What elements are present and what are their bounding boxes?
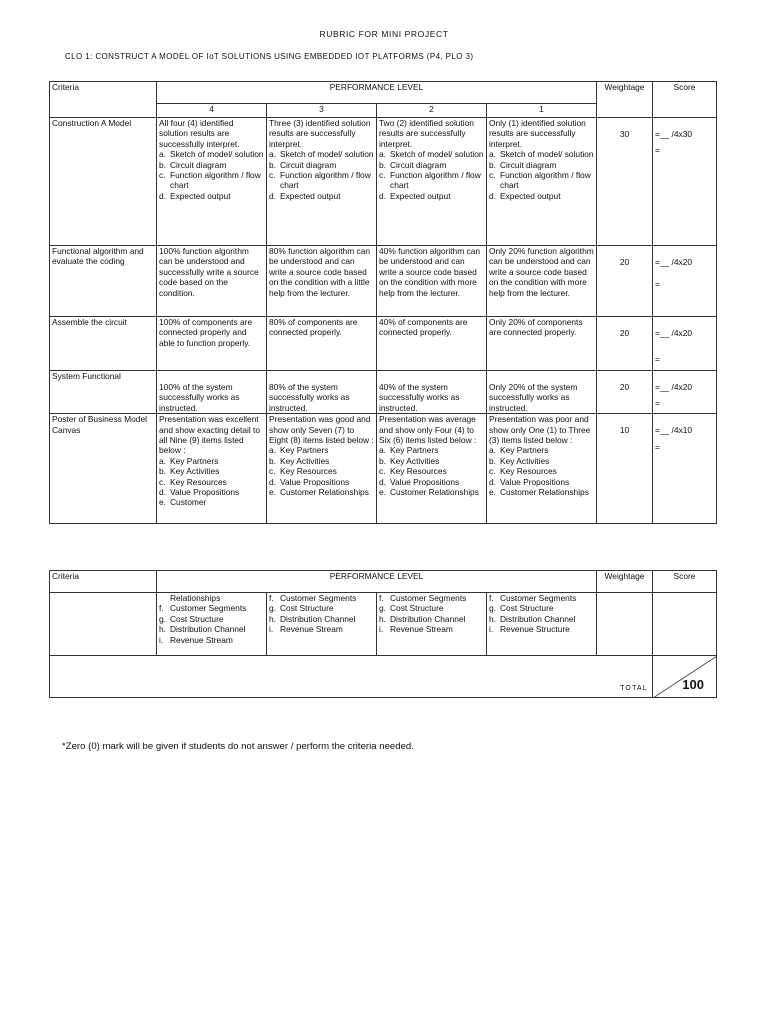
- list-text: Key Resources: [500, 466, 557, 477]
- list-text: Key Partners: [280, 445, 329, 456]
- weightage-value: 30: [597, 118, 653, 246]
- list-marker: h.: [159, 624, 166, 635]
- score-equals: =: [655, 441, 660, 452]
- list-text: Customer Segments: [390, 593, 467, 603]
- list-text: Expected output: [280, 190, 341, 201]
- list-text: Cost Structure: [280, 603, 334, 614]
- list-marker: c.: [159, 476, 166, 487]
- list-item: [159, 466, 264, 476]
- list-text: Function algorithm / flow chart: [280, 170, 371, 191]
- list-text: Cost Structure: [500, 603, 554, 614]
- list-text: Key Activities: [280, 455, 330, 466]
- list-marker: g.: [379, 603, 386, 614]
- list-text: Value Propositions: [390, 476, 460, 487]
- score-equals: =: [655, 145, 660, 156]
- list-item: [379, 466, 484, 476]
- list-marker: a.: [489, 149, 496, 160]
- list-item: [489, 603, 594, 613]
- list-text: Revenue Stream: [280, 624, 343, 635]
- list-item: [269, 445, 374, 455]
- list-item: [489, 614, 594, 624]
- list-item: [159, 160, 264, 170]
- list-marker: h.: [269, 613, 276, 624]
- score-cell: [653, 246, 717, 317]
- list-item: [159, 456, 264, 466]
- level-description: 80% of components are connected properly.: [269, 317, 358, 338]
- level-cell: [377, 118, 487, 246]
- list-text: Key Activities: [390, 455, 440, 466]
- list-text: Sketch of model/ solution: [500, 149, 594, 160]
- list-item: [159, 191, 264, 201]
- list-text: Customer Segments: [280, 593, 357, 603]
- list-item: [379, 456, 484, 466]
- level-cell: [487, 246, 597, 317]
- table-row: [50, 414, 717, 524]
- list-marker: b.: [379, 455, 386, 466]
- list-item: [489, 487, 594, 497]
- list-marker: c.: [159, 170, 166, 181]
- list-text: Function algorithm / flow chart: [170, 170, 261, 191]
- list-item: [159, 170, 264, 191]
- list-item: [379, 614, 484, 624]
- list-marker: i.: [489, 624, 494, 635]
- list-text: Circuit diagram: [170, 159, 227, 170]
- total-label: TOTAL: [620, 684, 648, 692]
- list-marker: b.: [159, 159, 166, 170]
- level-header: 3: [267, 104, 377, 118]
- score-cell: [653, 118, 717, 246]
- level-cell: [157, 414, 267, 524]
- list-text: Revenue Stream: [170, 634, 233, 645]
- list-marker: b.: [489, 455, 496, 466]
- list-text: Key Resources: [390, 466, 447, 477]
- list-text: Sketch of model/ solution: [280, 149, 374, 160]
- clo-statement: CLO 1: CONSTRUCT A MODEL OF IoT SOLUTIONS USING EMBEDDED IOT PLATFORMS (P4, PLO 3): [65, 52, 474, 61]
- list-marker: [159, 593, 170, 603]
- score-header: Score: [653, 571, 717, 593]
- list-text: Expected output: [170, 190, 231, 201]
- list-marker: c.: [269, 466, 276, 477]
- list-marker: h.: [379, 613, 386, 624]
- list-marker: e.: [269, 487, 276, 498]
- level-cell: [157, 118, 267, 246]
- list-item: [379, 149, 484, 159]
- level-description: Only 20% of the system successfully works as instructed.: [489, 382, 578, 413]
- list-item: [159, 497, 264, 507]
- criteria-cell: System Functional: [50, 371, 157, 414]
- list-text: Customer Segments: [500, 593, 577, 603]
- criteria-header: Criteria: [50, 571, 157, 593]
- list-text: Circuit diagram: [390, 159, 447, 170]
- rubric-table-continued: [49, 570, 717, 698]
- list-marker: d.: [379, 476, 386, 487]
- score-cell: [653, 414, 717, 524]
- list-item: [379, 170, 484, 191]
- continuation-cell: [157, 593, 267, 656]
- list-text: Value Propositions: [500, 476, 570, 487]
- total-value: 100: [682, 677, 704, 692]
- list-item: [159, 487, 264, 497]
- list-marker: f.: [379, 593, 384, 603]
- list-marker: e.: [489, 487, 496, 498]
- level-description: 100% function algorithm can be understood and successfully write a source code based on the condition.: [159, 246, 259, 298]
- level-cell: [487, 371, 597, 414]
- list-item: [269, 487, 374, 497]
- level-description: Three (3) identified solution results are successfully interpret.: [269, 118, 371, 149]
- level-description: Presentation was average and show only Four (4) to Six (6) items listed below :: [379, 414, 477, 446]
- list-item: [159, 635, 264, 645]
- list-marker: a.: [489, 445, 496, 456]
- list-item: [269, 466, 374, 476]
- level-description: 40% function algorithm can be understood and can write a source code based on the condition with more help from the lecturer.: [379, 246, 481, 298]
- list-marker: c.: [489, 466, 496, 477]
- list-text: Circuit diagram: [280, 159, 337, 170]
- list-marker: d.: [159, 190, 166, 201]
- level-description: Presentation was good and show only Seven (7) to Eight (8) items listed below :: [269, 414, 374, 446]
- list-text: Distribution Channel: [390, 613, 466, 624]
- list-text: Customer Segments: [170, 603, 247, 614]
- continuation-cell: [377, 593, 487, 656]
- list-item: [489, 191, 594, 201]
- level-cell: [267, 371, 377, 414]
- list-text: Key Resources: [280, 466, 337, 477]
- table-row: [50, 246, 717, 317]
- list-text: Customer: [170, 497, 207, 508]
- list-marker: h.: [489, 613, 496, 624]
- level-cell: [267, 118, 377, 246]
- level-description: Only 20% of components are connected properly.: [489, 317, 583, 338]
- list-item: [269, 191, 374, 201]
- table-row: [50, 371, 717, 414]
- document-title: RUBRIC FOR MINI PROJECT: [319, 29, 449, 39]
- list-item: [489, 456, 594, 466]
- list-marker: a.: [159, 149, 166, 160]
- level-cell: [157, 317, 267, 371]
- list-item: [489, 593, 594, 603]
- list-marker: b.: [269, 159, 276, 170]
- score-cell: [653, 317, 717, 371]
- table-row: [50, 317, 717, 371]
- list-item: [159, 624, 264, 634]
- weightage-value: 20: [597, 317, 653, 371]
- list-marker: a.: [269, 445, 276, 456]
- list-item: [379, 191, 484, 201]
- list-text: Revenue Stream: [390, 624, 453, 635]
- level-description: 80% function algorithm can be understood and can write a source code based on the condition with a little help from the lecturer.: [269, 246, 371, 298]
- list-item: [269, 614, 374, 624]
- list-item: [159, 149, 264, 159]
- rubric-table: [49, 81, 717, 524]
- level-cell: [377, 317, 487, 371]
- list-marker: c.: [489, 170, 496, 181]
- list-text: Customer Relationships: [500, 487, 589, 498]
- list-item: [269, 149, 374, 159]
- list-text: Circuit diagram: [500, 159, 557, 170]
- list-item: [159, 614, 264, 624]
- list-item: [269, 456, 374, 466]
- score-cell: [653, 593, 717, 656]
- level-header: 1: [487, 104, 597, 118]
- list-item: [379, 593, 484, 603]
- list-text: Key Partners: [170, 455, 219, 466]
- list-item: [379, 445, 484, 455]
- list-marker: g.: [159, 613, 166, 624]
- weightage-cell: [597, 593, 653, 656]
- footnote: *Zero (0) mark will be given if students do not answer / perform the criteria needed.: [62, 741, 414, 752]
- level-description: 100% of components are connected properly and able to function properly.: [159, 317, 253, 348]
- level-cell: [267, 317, 377, 371]
- list-marker: g.: [489, 603, 496, 614]
- continuation-cell: [487, 593, 597, 656]
- level-cell: [157, 371, 267, 414]
- list-text: Key Resources: [170, 476, 227, 487]
- level-description: Presentation was poor and show only One (1) to Three (3) items listed below :: [489, 414, 591, 446]
- weightage-value: 20: [597, 246, 653, 317]
- list-text: Value Propositions: [170, 487, 240, 498]
- score-cell: [653, 371, 717, 414]
- list-marker: i.: [159, 634, 164, 645]
- level-cell: [377, 414, 487, 524]
- score-formula: =__ /4x30: [655, 129, 693, 139]
- list-text: Key Activities: [500, 455, 550, 466]
- level-description: 100% of the system successfully works as instructed.: [159, 382, 240, 413]
- continuation-cell: [267, 593, 377, 656]
- list-marker: i.: [379, 624, 384, 635]
- level-cell: [377, 246, 487, 317]
- list-text: Sketch of model/ solution: [170, 149, 264, 160]
- list-marker: e.: [379, 487, 386, 498]
- criteria-header: Criteria: [50, 82, 157, 118]
- list-marker: a.: [379, 445, 386, 456]
- score-equals: =: [655, 398, 660, 409]
- list-item: [269, 160, 374, 170]
- score-formula: =__ /4x20: [655, 257, 693, 267]
- list-marker: d.: [489, 476, 496, 487]
- list-marker: c.: [379, 170, 386, 181]
- list-item: [379, 603, 484, 613]
- list-marker: b.: [269, 455, 276, 466]
- list-marker: g.: [269, 603, 276, 614]
- level-header: 2: [377, 104, 487, 118]
- level-description: All four (4) identified solution results are successfully interpret.: [159, 118, 240, 149]
- list-text: Function algorithm / flow chart: [500, 170, 591, 191]
- list-marker: a.: [159, 455, 166, 466]
- criteria-cell: Assemble the circuit: [50, 317, 157, 371]
- criteria-cell: Functional algorithm and evaluate the coding: [50, 246, 157, 317]
- criteria-cell: [50, 593, 157, 656]
- score-equals: =: [655, 279, 660, 290]
- list-marker: a.: [269, 149, 276, 160]
- list-text: Customer Relationships: [280, 487, 369, 498]
- list-text: Cost Structure: [390, 603, 444, 614]
- list-item: [379, 160, 484, 170]
- list-item: [159, 477, 264, 487]
- total-cell: [653, 656, 717, 698]
- level-cell: [487, 414, 597, 524]
- list-marker: a.: [379, 149, 386, 160]
- list-item: [489, 624, 594, 634]
- level-description: Only 20% function algorithm can be understood and can write a source code based on the condition with more help from the lecturer.: [489, 246, 594, 298]
- level-description: 40% of components are connected properly.: [379, 317, 468, 338]
- list-item: [269, 477, 374, 487]
- score-equals: =: [655, 354, 660, 365]
- list-text: Relationships: [170, 593, 221, 603]
- weightage-header: Weightage: [597, 82, 653, 118]
- list-item: [269, 603, 374, 613]
- score-formula: =__ /4x20: [655, 382, 693, 392]
- performance-level-header: PERFORMANCE LEVEL: [157, 571, 597, 593]
- criteria-cell: Construction A Model: [50, 118, 157, 246]
- list-text: Expected output: [500, 190, 561, 201]
- list-item: [379, 487, 484, 497]
- list-marker: b.: [489, 159, 496, 170]
- level-cell: [487, 317, 597, 371]
- level-description: Only (1) identified solution results are successfully interpret.: [489, 118, 586, 149]
- list-text: Distribution Channel: [170, 624, 246, 635]
- list-text: Distribution Channel: [280, 613, 356, 624]
- level-cell: [377, 371, 487, 414]
- list-text: Revenue Structure: [500, 624, 570, 635]
- list-text: Sketch of model/ solution: [390, 149, 484, 160]
- list-item: [269, 170, 374, 191]
- weightage-value: 10: [597, 414, 653, 524]
- list-item: [489, 477, 594, 487]
- list-item: [379, 624, 484, 634]
- list-marker: d.: [269, 476, 276, 487]
- list-marker: c.: [379, 466, 386, 477]
- criteria-cell: Poster of Business Model Canvas: [50, 414, 157, 524]
- score-formula: =__ /4x10: [655, 425, 693, 436]
- list-marker: c.: [269, 170, 276, 181]
- list-text: Cost Structure: [170, 613, 224, 624]
- level-description: 40% of the system successfully works as instructed.: [379, 382, 460, 413]
- list-marker: e.: [159, 497, 166, 508]
- list-text: Customer Relationships: [390, 487, 479, 498]
- list-item: [489, 149, 594, 159]
- list-text: Key Activities: [170, 466, 220, 477]
- level-header: 4: [157, 104, 267, 118]
- list-item: [489, 160, 594, 170]
- list-marker: f.: [159, 603, 164, 614]
- list-text: Key Partners: [390, 445, 439, 456]
- score-formula: =__ /4x20: [655, 328, 693, 338]
- list-marker: d.: [159, 487, 166, 498]
- list-marker: f.: [269, 593, 274, 603]
- weightage-header: Weightage: [597, 571, 653, 593]
- level-description: 80% of the system successfully works as instructed.: [269, 382, 350, 413]
- list-item: [489, 466, 594, 476]
- list-marker: b.: [379, 159, 386, 170]
- list-item: [489, 445, 594, 455]
- list-marker: d.: [269, 190, 276, 201]
- list-marker: i.: [269, 624, 274, 635]
- list-text: Key Partners: [500, 445, 549, 456]
- level-cell: [487, 118, 597, 246]
- list-marker: d.: [379, 190, 386, 201]
- list-marker: b.: [159, 466, 166, 477]
- list-text: Function algorithm / flow chart: [390, 170, 481, 191]
- list-text: Value Propositions: [280, 476, 350, 487]
- level-cell: [267, 246, 377, 317]
- weightage-value: 20: [597, 371, 653, 414]
- list-marker: d.: [489, 190, 496, 201]
- performance-level-header: PERFORMANCE LEVEL: [157, 82, 597, 104]
- level-description: Presentation was excellent and show exacting detail to all Nine (9) items listed below :: [159, 414, 261, 456]
- level-cell: [267, 414, 377, 524]
- list-item: [269, 624, 374, 634]
- level-cell: [157, 246, 267, 317]
- level-description: Two (2) identified solution results are successfully interpret.: [379, 118, 474, 149]
- list-item: [269, 593, 374, 603]
- list-text: Expected output: [390, 190, 451, 201]
- score-header: Score: [653, 82, 717, 118]
- total-row: [50, 656, 653, 698]
- list-item: [159, 603, 264, 613]
- table-row: [50, 118, 717, 246]
- list-item: [379, 477, 484, 487]
- list-text: Distribution Channel: [500, 613, 576, 624]
- list-marker: f.: [489, 593, 494, 603]
- list-item: [159, 593, 264, 603]
- list-item: [489, 170, 594, 191]
